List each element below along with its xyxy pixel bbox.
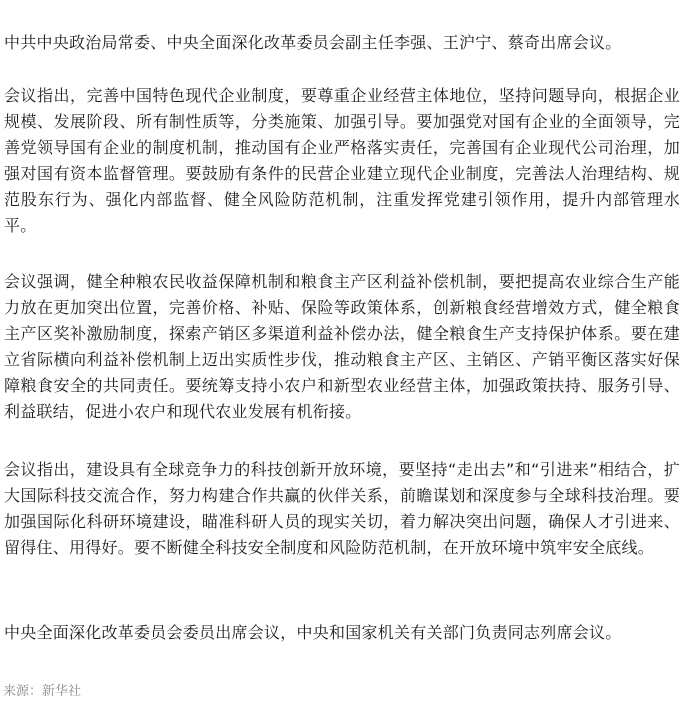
source-attribution: 来源：新华社 (3, 684, 82, 699)
paragraph-grain-farmer-income: 会议强调，健全种粮农民收益保障机制和粮食主产区利益补偿机制，要把提高农业综合生产能力放在更加突出位置，完善价格、补贴、保险等政策体系，创新粮食经营增效方式，健全粮食主产区奖补激励制度，探索产销区多渠道利益补偿办法，健全粮食生产支持保护体系。要在建立省际横向利益补偿机制上迈出实质性步伐，推动粮食主产区、主销区、产销平衡区落实好保障粮食安全的共同责任。要统筹支持小农户和新型农业经营主体，加强政策扶持、服务引导、利益联结，促进小农户和现代农业发展有机衔接。 (4, 272, 680, 421)
paragraph-sci-tech-openness: 会议指出，建设具有全球竞争力的科技创新开放环境，要坚持“走出去”和“引进来”相结合，扩大国际科技交流合作，努力构建合作共赢的伙伴关系，前瞻谋划和深度参与全球科技治理。要加强国际化科研环境建设，瞄准科研人员的现实关切，着力解决突出问题，确保人才引进来、留得住、用得好。要不断健全科技安全制度和风险防范机制，在开放环境中筑牢安全底线。 (4, 460, 680, 557)
paragraph-modern-enterprise-system: 会议指出，完善中国特色现代企业制度，要尊重企业经营主体地位，坚持问题导向，根据企业规模、发展阶段、所有制性质等，分类施策、加强引导。要加强党对国有企业的全面领导，完善党领导国有企业的制度机制，推动国有企业严格落实责任，完善国有企业现代公司治理，加强对国有资本监督管理。要鼓励有条件的民营企业建立现代企业制度，完善法人治理结构、规范股东行为、强化内部监督、健全风险防范机制，注重发挥党建引领作用，提升内部管理水平。 (4, 86, 680, 235)
paragraph-attendees: 中共中央政治局常委、中央全面深化改革委员会副主任李强、王沪宁、蔡奇出席会议。 (4, 33, 622, 52)
paragraph-committee-members: 中央全面深化改革委员会委员出席会议，中央和国家机关有关部门负责同志列席会议。 (4, 623, 622, 642)
